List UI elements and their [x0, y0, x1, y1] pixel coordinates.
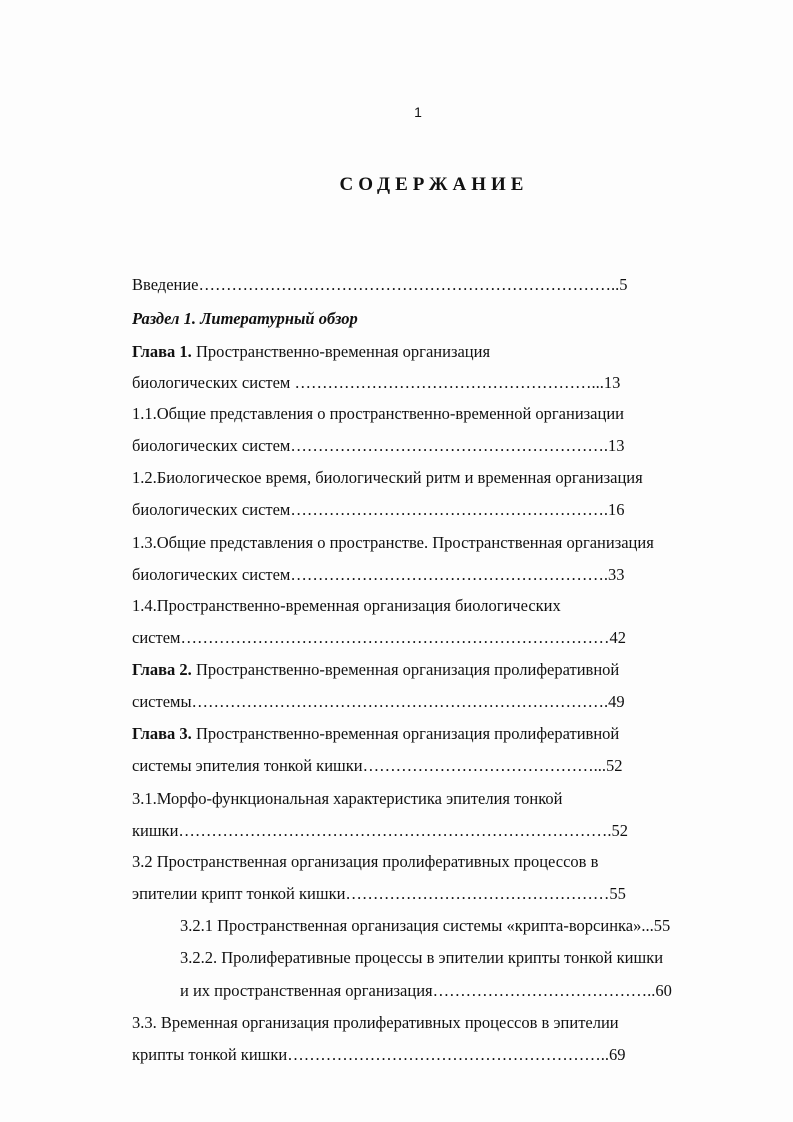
- toc-entry-1-4-line-2: систем……………………………………………………………………42: [132, 628, 626, 647]
- toc-entry-3-3-line-1: 3.3. Временная организация пролиферативных процессов в эпителии: [132, 1013, 619, 1032]
- toc-section-1-heading: Раздел 1. Литературный обзор: [132, 309, 358, 328]
- toc-entry-3-1-line-1: 3.1.Морфо-функциональная характеристика эпителия тонкой: [132, 789, 563, 808]
- page-number: 1: [414, 104, 422, 120]
- toc-chapter-3-label: Глава 3.: [132, 724, 192, 743]
- toc-chapter-1-line-1: [132, 342, 490, 362]
- toc-chapter-2-line-2: системы………………………………………………………………….49: [132, 692, 625, 711]
- toc-entry-3-2-2-line-1: 3.2.2. Пролиферативные процессы в эпителии крипты тонкой кишки: [180, 948, 664, 967]
- toc-entry-3-2-2-line-2: и их пространственная организация…………………………………..60: [180, 981, 672, 1000]
- toc-entry-1-4-line-1: 1.4.Пространственно-временная организация биологических: [132, 596, 561, 615]
- toc-chapter-1-line-2: биологических систем ………………………………………………...13: [132, 373, 621, 392]
- toc-entry-3-2-1: 3.2.1 Пространственная организация системы «крипта-ворсинка»...55: [180, 916, 671, 935]
- page-title: СОДЕРЖАНИЕ: [339, 174, 529, 195]
- toc-chapter-3-title: Пространственно-временная организация пролиферативной: [191, 724, 620, 743]
- toc-entry-3-1-line-2: кишки…………………………………………………………………….52: [132, 821, 629, 840]
- toc-chapter-3-line-2: системы эпителия тонкой кишки……………………………………...52: [132, 756, 623, 775]
- toc-entry-3-3-line-2: крипты тонкой кишки…………………………………………………..69: [132, 1045, 626, 1064]
- toc-chapter-1-title: Пространственно-временная организация: [191, 342, 491, 361]
- toc-entry-3-2-line-1: 3.2 Пространственная организация пролиферативных процессов в: [132, 852, 599, 871]
- toc-entry-1-3-line-1: 1.3.Общие представления о пространстве. Пространственная организация: [132, 533, 654, 552]
- toc-chapter-2-label: Глава 2.: [132, 660, 192, 679]
- toc-chapter-1-label: Глава 1.: [132, 342, 192, 361]
- toc-entry-1-1-line-1: 1.1.Общие представления о пространственно-временной организации: [132, 404, 624, 423]
- toc-chapter-2-title: Пространственно-временная организация пролиферативной: [191, 660, 620, 679]
- toc-entry-3-2-line-2: эпителии крипт тонкой кишки…………………………………………55: [132, 884, 626, 903]
- toc-chapter-2-line-1: [132, 660, 619, 680]
- toc-entry-1-2-line-1: 1.2.Биологическое время, биологический ритм и временная организация: [132, 468, 643, 487]
- toc-entry-1-1-line-2: биологических систем………………………………………………….13: [132, 436, 625, 455]
- toc-entry-1-3-line-2: биологических систем………………………………………………….33: [132, 565, 625, 584]
- toc-entry-introduction: Введение…………………………………………………………………..5: [132, 275, 628, 294]
- toc-entry-1-2-line-2: биологических систем………………………………………………….16: [132, 500, 625, 519]
- toc-chapter-3-line-1: [132, 724, 619, 744]
